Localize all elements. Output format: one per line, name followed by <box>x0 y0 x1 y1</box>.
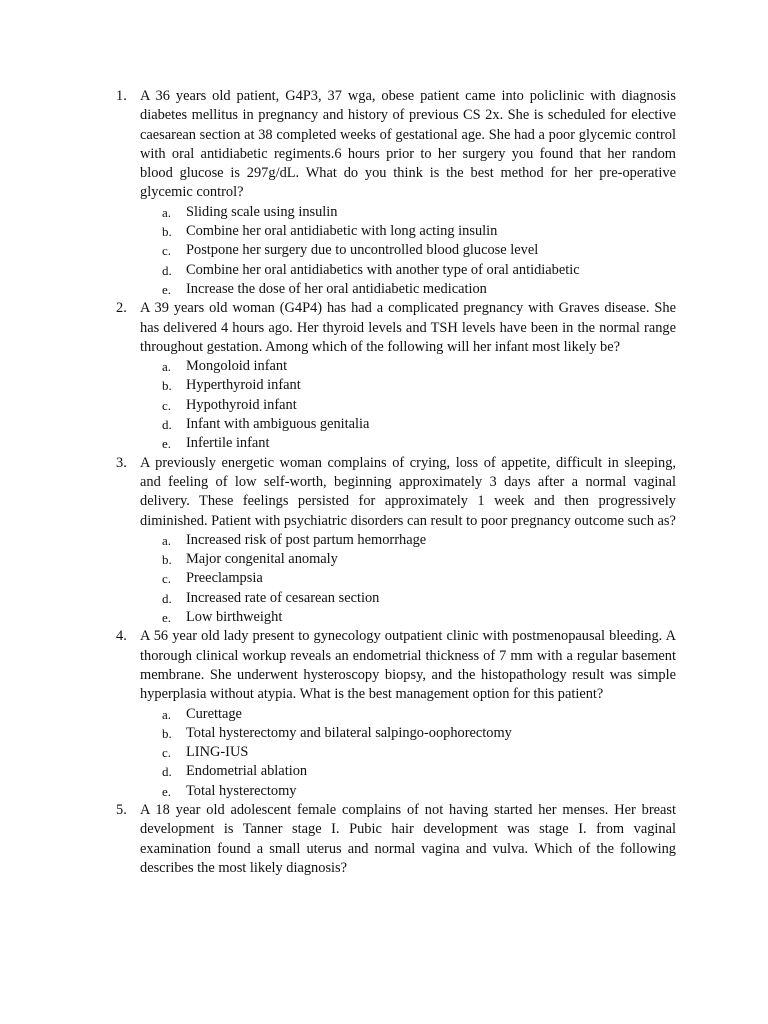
option-text: Preeclampsia <box>186 570 263 587</box>
answer-option <box>140 743 676 762</box>
option-text: Low birthweight <box>186 609 283 626</box>
option-list <box>140 357 676 453</box>
option-text: Total hysterectomy <box>186 782 297 799</box>
option-text: Infant with ambiguous genitalia <box>186 416 370 433</box>
question-stem: A 56 year old lady present to gynecology outpatient clinic with postmenopausal bleeding. A thorough clinical workup reveals an endometrial thickness of 7 mm with a regular basement membrane. She underwent hysteroscopy biopsy, and the histopathology result was simple hyperplasia without atypia. What is the best management option for this patient? <box>140 628 676 703</box>
option-letter: b. <box>162 378 172 394</box>
question-item <box>0 627 768 801</box>
option-letter: a. <box>162 532 172 548</box>
option-text: Hyperthyroid infant <box>186 377 301 394</box>
question-item <box>0 87 768 299</box>
option-text: Curettage <box>186 705 242 722</box>
option-list <box>140 203 676 299</box>
question-number: 2. <box>116 300 127 317</box>
question-stem: A 18 year old adolescent female complains of not having started her menses. Her breast development is Tanner stage I. Pubic hair development was stage I. from vaginal examination found a small uterus and normal vagina and vulva. Which of the following describes the most likely diagnosis? <box>140 801 676 876</box>
option-text: Combine her oral antidiabetic with long acting insulin <box>186 223 498 240</box>
answer-option <box>140 396 676 415</box>
answer-option <box>140 782 676 801</box>
answer-option <box>140 589 676 608</box>
option-list <box>140 705 676 801</box>
option-letter: d. <box>162 764 172 780</box>
option-text: LING-IUS <box>186 744 249 761</box>
option-list <box>140 531 676 627</box>
question-stem: A previously energetic woman complains of crying, loss of appetite, difficult in sleeping, and feeling of low self-worth, beginning approximately 3 days after a normal vaginal delivery. These feelings persisted for approximately 1 week and then progressively diminished. Patient with psychiatric disorders can result to poor pregnancy outcome such as? <box>140 454 676 529</box>
option-letter: b. <box>162 224 172 240</box>
answer-option <box>140 415 676 434</box>
option-letter: d. <box>162 262 172 278</box>
option-text: Increase the dose of her oral antidiabetic medication <box>186 280 487 297</box>
option-text: Sliding scale using insulin <box>186 203 338 220</box>
option-letter: b. <box>162 552 172 568</box>
answer-option <box>140 531 676 550</box>
option-text: Total hysterectomy and bilateral salpingo-oophorectomy <box>186 724 512 741</box>
question-body <box>140 454 676 628</box>
answer-option <box>140 608 676 627</box>
option-text: Increased rate of cesarean section <box>186 589 380 606</box>
question-item <box>0 454 768 628</box>
question-number: 3. <box>116 454 127 471</box>
question-body <box>140 801 676 878</box>
answer-option <box>140 434 676 453</box>
option-letter: e. <box>162 281 172 297</box>
option-letter: e. <box>162 436 172 452</box>
question-stem: A 39 years old woman (G4P4) has had a complicated pregnancy with Graves disease. She has delivered 4 hours ago. Her thyroid levels and TSH levels have been in the normal range throughout gestation. Among which of the following will her infant most likely be? <box>140 300 676 355</box>
option-letter: c. <box>162 745 172 761</box>
option-letter: b. <box>162 725 172 741</box>
answer-option <box>140 762 676 781</box>
option-letter: c. <box>162 243 172 259</box>
option-text: Endometrial ablation <box>186 763 308 780</box>
option-text: Combine her oral antidiabetics with another type of oral antidiabetic <box>186 261 580 278</box>
question-number: 4. <box>116 628 127 645</box>
answer-option <box>140 550 676 569</box>
question-body <box>140 627 676 801</box>
question-body <box>140 299 676 453</box>
option-text: Postpone her surgery due to uncontrolled blood glucose level <box>186 242 539 259</box>
question-item <box>0 299 768 453</box>
answer-option <box>140 203 676 222</box>
answer-option <box>140 241 676 260</box>
option-text: Mongoloid infant <box>186 358 288 375</box>
option-letter: e. <box>162 783 172 799</box>
option-letter: a. <box>162 706 172 722</box>
question-list <box>0 87 768 878</box>
question-number: 5. <box>116 801 127 818</box>
option-letter: d. <box>162 590 172 606</box>
option-text: Hypothyroid infant <box>186 396 297 413</box>
question-body <box>140 87 676 299</box>
question-number: 1. <box>116 88 127 104</box>
option-letter: a. <box>162 204 172 220</box>
option-letter: c. <box>162 571 172 587</box>
answer-option <box>140 569 676 588</box>
answer-option <box>140 376 676 395</box>
question-item <box>0 801 768 878</box>
option-text: Major congenital anomaly <box>186 551 338 568</box>
answer-option <box>140 261 676 280</box>
option-text: Infertile infant <box>186 435 270 452</box>
option-letter: d. <box>162 417 172 433</box>
option-letter: a. <box>162 359 172 375</box>
option-text: Increased risk of post partum hemorrhage <box>186 531 427 548</box>
answer-option <box>140 705 676 724</box>
answer-option <box>140 222 676 241</box>
answer-option <box>140 724 676 743</box>
option-letter: c. <box>162 397 172 413</box>
answer-option <box>140 280 676 299</box>
question-stem: A 36 years old patient, G4P3, 37 wga, obese patient came into policlinic with diagnosis diabetes mellitus in pregnancy and history of previous CS 2x. She is scheduled for elective caesarean section at 38 completed weeks of gestational age. She had a poor glycemic control with oral antidiabetic regiments.6 hours prior to her surgery you found that her random blood glucose is 297g/dL. What do you think is the best method for her pre-operative glycemic control? <box>140 88 676 201</box>
answer-option <box>140 357 676 376</box>
option-letter: e. <box>162 610 172 626</box>
